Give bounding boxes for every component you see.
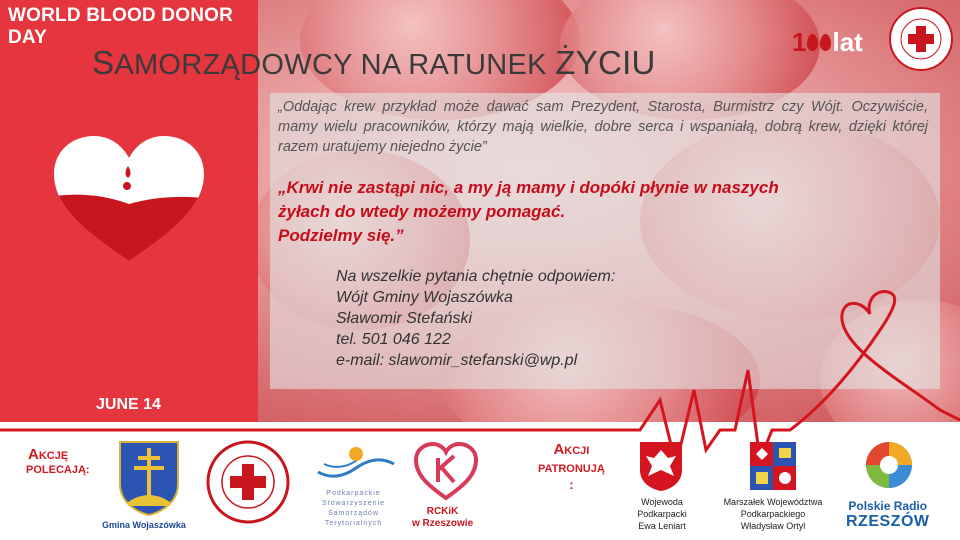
radio-label: Polskie Radio RZESZÓW — [846, 499, 930, 530]
association-label: Podkarpackie Stowarzyszenie Samorządów Terytorialnych — [322, 490, 386, 527]
rckik-label: RCKiK w Rzeszowie — [412, 506, 474, 529]
polish-red-cross-logo-icon — [206, 440, 290, 524]
gmina-coat-of-arms-icon — [118, 440, 180, 516]
quote-first: „Oddając krew przykład może dawać sam Prezydent, Starosta, Burmistrz czy Wójt. Oczywiście, mamy wielu pracowników, którzy mają wielkie, dobre serca i wspaniałą, dobrą krew, dzięki której razem uratujemy niejedno życie” — [278, 99, 928, 155]
brand-title: WORLD BLOOD DONOR DAY — [8, 5, 234, 48]
podkarpackie-coat-of-arms-icon — [748, 440, 798, 494]
quote-second: „Krwi nie zastąpi nic, a my ją mamy i dopóki płynie w naszych żyłach do wtedy możemy pomagać. Podzielmy się.” — [278, 178, 779, 245]
rckik-heart-logo-icon — [414, 442, 478, 502]
polskie-radio-logo-icon — [864, 440, 914, 490]
event-date: JUNE 14 — [96, 396, 161, 413]
wojewoda-label: Wojewoda Podkarpacki Ewa Leniart — [637, 497, 687, 531]
email-text: e-mail: slawomir_stefanski@wp.pl — [336, 352, 578, 369]
page-title: SAMORZĄDOWCY NA RATUNEK ŻYCIU — [92, 44, 656, 81]
polish-eagle-emblem-icon — [638, 440, 684, 492]
anniversary-logo: 1 lat — [792, 27, 863, 57]
contact-info: Na wszelkie pytania chętnie odpowiem: Wójt Gminy Wojaszówka Sławomir Stefański tel. 501 046 122 e-mail: slawomir_stefanski@wp.pl — [336, 268, 616, 369]
blood-drop-icon — [820, 34, 831, 51]
association-logo-icon — [316, 444, 396, 484]
gmina-label: Gmina Wojaszówka — [102, 520, 186, 530]
blood-drop-icon — [807, 34, 818, 51]
heart-icon — [54, 136, 204, 266]
recommend-label: AKCJĘ POLECAJĄ: — [26, 446, 90, 476]
marszalek-label: Marszałek Województwa Podkarpackiego Władysław Ortyl — [723, 497, 823, 531]
patron-label: AKCJI PATRONUJĄ : — [538, 441, 605, 492]
red-cross-logo-icon — [888, 6, 954, 72]
